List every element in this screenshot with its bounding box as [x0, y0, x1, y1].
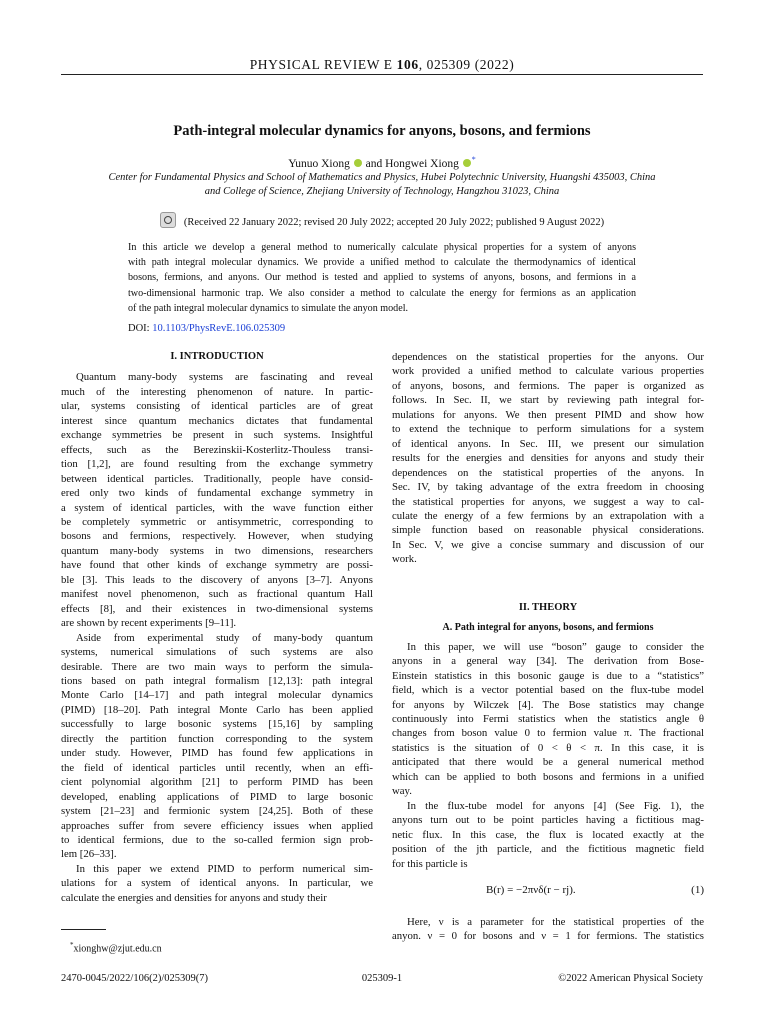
- text-line: results for the energies and densities for anyons and study their: [392, 452, 704, 465]
- footnote-rule: [61, 929, 106, 930]
- text-line: simple function based on reasonable physical considerations.: [392, 524, 704, 537]
- text-line: work provided a unified method to calculate various properties: [392, 365, 704, 378]
- author-list: [61, 155, 703, 170]
- doi-link[interactable]: 10.1103/PhysRevE.106.025309: [152, 323, 286, 334]
- text-line: In the flux-tube model for anyons [4] (See Fig. 1), the: [407, 799, 704, 812]
- abstract-line: of the path integral molecular dynamics to simulate the anyon model.: [128, 302, 409, 314]
- equation-body: B(r) = −2πνδ(r − rj).: [486, 883, 576, 896]
- text-line: statistics is the situation of 0 < θ < π. In this case, it is: [392, 741, 704, 754]
- affiliation-line: and College of Science, Zhejiang University of Technology, Hangzhou 31023, China: [204, 186, 560, 198]
- text-line: to identical fermions, due to the so-called fermion sign prob-: [61, 833, 373, 846]
- text-line: netic flux. In this case, the flux is located exactly at the: [392, 828, 704, 841]
- text-line: between identical particles. Traditionally, people have consid-: [61, 472, 373, 485]
- abstract-line: bosons, fermions, and anyons. Our method is tested and applied to systems of anyons, bosons, and fermions in a: [128, 272, 636, 284]
- publication-dates: [61, 212, 703, 228]
- text-line: desirable. There are two main ways to perform the simula-: [61, 660, 373, 673]
- text-line: exchange symmetries be present in such systems. Insightful: [61, 429, 373, 442]
- text-line: Monte Carlo [14–17] and path integral molecular dynamics: [61, 689, 373, 702]
- text-line: successfully to large bosonic systems [15,16] by sampling: [61, 718, 373, 731]
- text-line: culate the energy of a few fermions by an extrapolation with a: [392, 509, 704, 522]
- text-line: mulations for anyons. We then present PIMD and show how: [392, 408, 704, 421]
- footnote-email[interactable]: xionghw@zjut.edu.cn: [73, 943, 162, 955]
- orcid-icon[interactable]: [354, 159, 362, 167]
- paper-title: Path-integral molecular dynamics for anyons, bosons, and fermions: [173, 123, 591, 139]
- text-line: dependences on the statistical properties of the anyons. In: [392, 466, 704, 479]
- text-line: Quantum many-body systems are fascinating and reveal: [76, 371, 373, 384]
- text-line: of identical anyons. In Sec. III, we present our simulation: [392, 437, 704, 450]
- journal-name: PHYSICAL REVIEW E: [249, 57, 393, 72]
- right-column: [392, 350, 704, 944]
- text-line: bosons and fermions, respectively. However, when studying: [61, 530, 373, 543]
- text-line: systems, numerical simulations of such systems are also: [61, 646, 373, 659]
- text-line: cient polynomial algorithm [21] to perform PIMD has been: [61, 776, 373, 789]
- text-line: In Sec. V, we give a concise summary and discussion of our: [392, 538, 704, 551]
- text-line: to extend the technique to perform simulations for a system: [392, 423, 704, 436]
- footnote-mark: *: [70, 941, 74, 949]
- section-heading: II. THEORY: [518, 601, 578, 613]
- text-line: effects, such as the Berezinskii-Kosterlitz-Thouless transi-: [61, 443, 373, 456]
- text-line: have found that other kinds of exchange symmetry are possi-: [61, 559, 373, 572]
- equation-1: [392, 883, 704, 901]
- text-line: directly the partition function corresponding to the system: [61, 732, 373, 745]
- text-line: dependences on the statistical properties for the anyons. Our: [392, 351, 704, 363]
- text-line: are shown by recent experiments [9–11].: [61, 617, 237, 630]
- corresponding-author-mark[interactable]: *: [471, 155, 476, 164]
- affiliation-line: Center for Fundamental Physics and School of Mathematics and Physics, Hubei Polytechnic University, Huangshi 435003, China: [108, 172, 656, 183]
- text-line: manifest novel phenomenon, such as fractional quantum Hall: [61, 588, 373, 601]
- abstract-line: In this article we develop a general method to numerically calculate physical properties for a system of anyons: [128, 242, 636, 253]
- journal-header: [61, 57, 703, 73]
- text-line: ular, systems consisting of identical particles are of great: [61, 400, 373, 413]
- equation-number: (1): [691, 883, 704, 896]
- text-line: tions based on path integral formalism [12,13]: path integral: [61, 674, 373, 687]
- text-line: approaches suffer from severe efficiency issues when applied: [61, 819, 373, 832]
- journal-article-year: , 025309 (2022): [418, 57, 515, 72]
- text-line: quantum many-body systems in two dimensions, researchers: [61, 544, 373, 557]
- text-line: lem [26–33].: [61, 848, 117, 861]
- section-heading: I. INTRODUCTION: [170, 351, 264, 362]
- text-line: ered only two kinds of fundamental exchange symmetry in: [61, 487, 373, 500]
- affiliation: [61, 171, 703, 199]
- abstract: [128, 240, 636, 316]
- author-name[interactable]: Hongwei Xiong: [385, 157, 459, 170]
- text-line: anyons in a general way [34]. The derivation from Bose-: [392, 655, 704, 668]
- left-column: [61, 350, 373, 905]
- check-for-updates-icon[interactable]: [160, 212, 176, 228]
- abstract-line: two-dimensional harmonic trap. We also consider a method to calculate the energy for fermions as an application: [128, 287, 636, 299]
- text-line: follows. In Sec. II, we start by reviewing path integral for-: [392, 394, 704, 407]
- text-line: for anyons by Wilczek [4]. The Bose statistics may change: [392, 698, 704, 711]
- footer-page-number: 025309-1: [361, 973, 403, 984]
- text-line: tion [1,2], are found resulting from the exchange symmetry: [61, 458, 373, 471]
- text-line: which can be applied to both bosons and fermions in a unified: [392, 770, 704, 783]
- text-line: Einstein statistics in this bosonic gauge is due to a “statistics”: [392, 669, 704, 682]
- text-line: under study. However, PIMD has found few applications in: [61, 747, 373, 760]
- text-line: effects [8], and their existences in two-dimensional systems: [61, 602, 373, 615]
- author-conjunction: and: [365, 157, 383, 170]
- journal-volume: 106: [396, 57, 419, 72]
- text-line: way.: [392, 785, 412, 798]
- text-line: In this paper, we will use “boson” gauge to consider the: [407, 640, 704, 653]
- doi-label: DOI:: [128, 323, 150, 334]
- text-line: of anyons, bosons, and fermions. The paper is organized as: [392, 379, 704, 392]
- text-line: interest since quantum mechanics dictates that fundamental: [61, 414, 373, 427]
- text-line: In this paper we extend PIMD to perform numerical sim-: [76, 862, 373, 875]
- dates-text: (Received 22 January 2022; revised 20 July 2022; accepted 20 July 2022; published 9 August 2022): [183, 217, 605, 228]
- orcid-icon[interactable]: [463, 159, 471, 167]
- footer-copyright: ©2022 American Physical Society: [558, 973, 703, 984]
- text-line: Here, ν is a parameter for the statistical properties of the: [407, 915, 704, 928]
- text-line: calculate the energies and densities for anyons and study their: [61, 891, 327, 904]
- text-line: (PIMD) [18–20]. Path integral Monte Carlo has been applied: [61, 703, 373, 716]
- text-line: anyons turn out to be point particles having a fictitious mag-: [392, 814, 704, 827]
- text-line: a system of identical particles, with the wave function either: [61, 501, 373, 514]
- text-line: for this particle is: [392, 857, 468, 870]
- text-line: Aside from experimental study of many-body quantum: [76, 631, 373, 644]
- doi: [128, 323, 285, 334]
- text-line: work.: [392, 553, 417, 566]
- text-line: system [21–23] and fermionic system [24,25]. Both of these: [61, 805, 373, 818]
- text-line: anticipated that there would be a general numerical method: [392, 756, 704, 769]
- text-line: ulations for a system of identical anyons. In particular, we: [61, 877, 373, 890]
- header-rule: [61, 74, 703, 75]
- abstract-line: with path integral molecular dynamics. We provide a unified method to calculate the thermodynamics of identical: [128, 257, 636, 269]
- text-line: developed, enabling applications of PIMD to large bosonic: [61, 790, 373, 803]
- text-line: changes from boson value 0 to fermion value π. The fractional: [392, 727, 704, 740]
- text-line: position of the jth particle, and the fictitious magnetic field: [392, 843, 704, 856]
- text-line: field, which is a vector potential based on the flux-tube model: [392, 684, 704, 697]
- section-gap: [392, 567, 704, 601]
- footnote: [70, 941, 162, 954]
- text-line: continuously into Fermi statistics when the statistics angle θ: [392, 712, 704, 725]
- text-line: the statistical properties for anyons, we suggest a way to cal-: [392, 495, 704, 508]
- text-line: the field of identical particles until recently, when an effi-: [61, 761, 373, 774]
- text-line: Sec. IV, by taking advantage of the extra freedom in choosing: [392, 481, 704, 494]
- footer-code: 2470-0045/2022/106(2)/025309(7): [61, 973, 208, 984]
- author-name[interactable]: Yunuo Xiong: [288, 157, 350, 170]
- text-line: anyon. ν = 0 for bosons and ν = 1 for fermions. The statistics: [392, 930, 704, 943]
- text-line: much of the interesting phenomenon of nature. In partic-: [61, 385, 373, 398]
- text-line: be completely symmetric or antisymmetric, corresponding to: [61, 515, 373, 528]
- text-line: ble [3]. This leads to the discovery of anyons [3–7]. Anyons: [61, 573, 373, 586]
- subsection-heading: A. Path integral for anyons, bosons, and fermions: [442, 622, 654, 634]
